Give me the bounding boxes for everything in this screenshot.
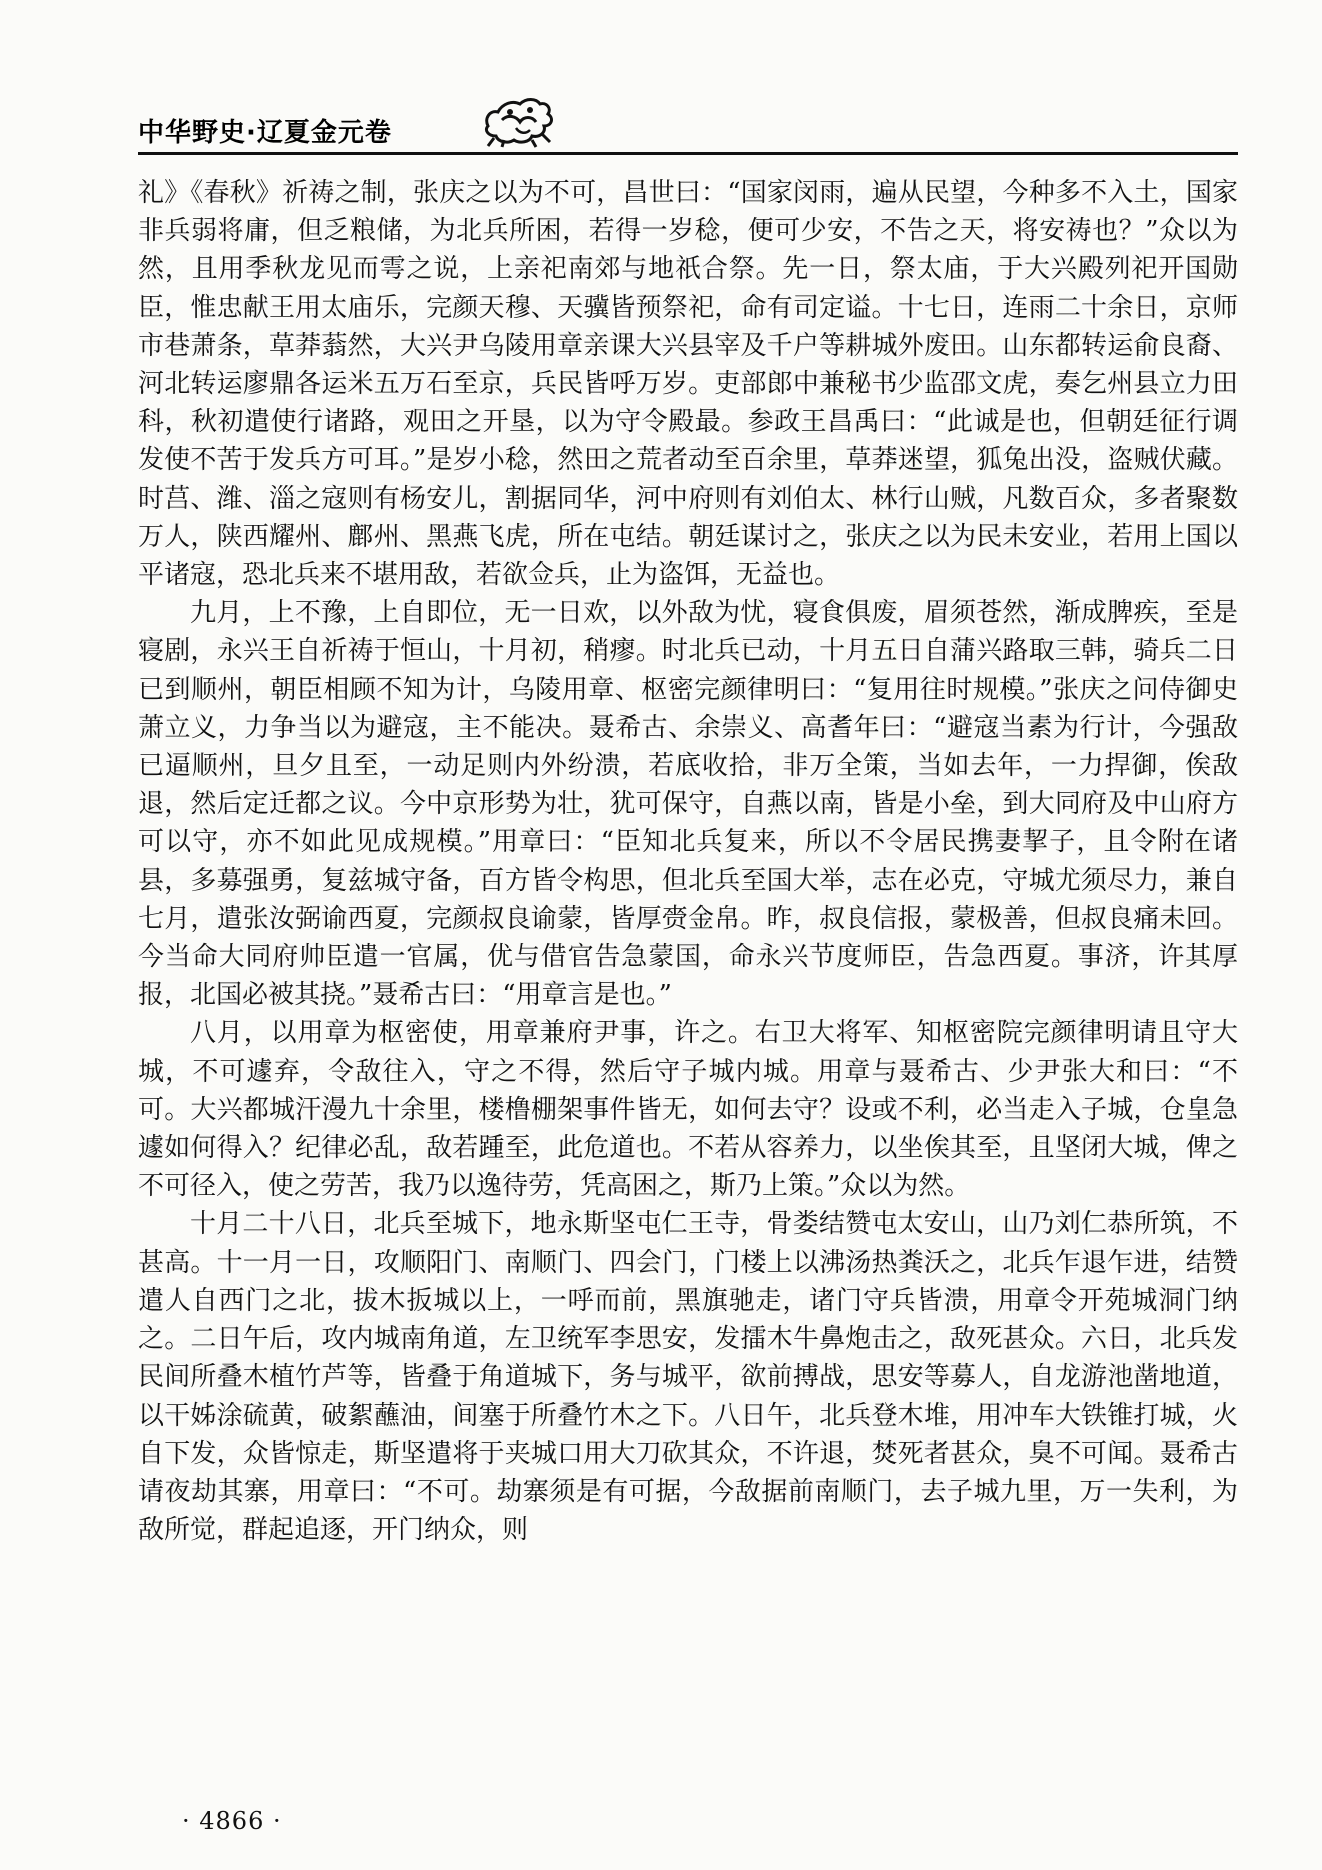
header-divider: [138, 152, 1238, 155]
page-header: [138, 90, 1238, 150]
dragon-emblem-icon: [480, 90, 556, 148]
book-title: 中华野史·辽夏金元卷: [138, 118, 392, 148]
paragraph-4: 十月二十八日，北兵至城下，地永斯坚屯仁王寺，骨娄结赞屯太安山，山乃刘仁恭所筑，不甚高。十一月一日，攻顺阳门、南顺门、四会门，门楼上以沸汤热粪沃之，北兵乍退乍进，结赞遣人自西门之北，拔木扳城以上，一呼而前，黑旗驰走，诸门守兵皆溃，用章令开苑城洞门纳之。二日午后，攻内城南角道，左卫统军李思安，发擂木牛鼻炮击之，敌死甚众。六日，北兵发民间所叠木植竹芦等，皆叠于角道城下，务与城平，欲前搏战，思安等募人，自龙游池凿地道，以干姊涂硫黄，破絮蘸油，间塞于所叠竹木之下。八日午，北兵登木堆，用冲车大铁锥打城，火自下发，众皆惊走，斯坚遣将于夹城口用大刀砍其众，不许退，焚死者甚众，臭不可闻。聂希古请夜劫其寨，用章曰：“不可。劫寨须是有可据，今敌据前南顺门，去子城九里，万一失利，为敌所觉，群起追逐，开门纳众，则: [138, 1209, 1238, 1546]
paragraph-2: 九月，上不豫，上自即位，无一日欢，以外敌为忧，寝食俱废，眉须苍然，渐成脾疾，至是寝剧，永兴王自祈祷于恒山，十月初，稍瘳。时北兵已动，十月五日自蒲兴路取三韩，骑兵二日已到顺州，朝臣相顾不知为计，乌陵用章、枢密完颜律明曰：“复用往时规模。”张庆之问侍御史萧立义，力争当以为避寇，主不能决。聂希古、余崇义、高耆年曰：“避寇当素为行计，今强敌已逼顺州，旦夕且至，一动足则内外纷溃，若底收拾，非万全策，当如去年，一力捍御，俟敌退，然后定迁都之议。今中京形势为壮，犹可保守，自燕以南，皆是小垒，到大同府及中山府方可以守，亦不如此见成规模。”用章曰：“臣知北兵复来，所以不令居民携妻挈子，且令附在诸县，多募强勇，复兹城守备，百方皆令构思，但北兵至国大举，志在必克，守城尤须尽力，兼自七月，遣张汝弼谕西夏，完颜叔良谕蒙，皆厚赍金帛。昨，叔良信报，蒙极善，但叔良痛未回。今当命大同府帅臣遣一官属，优与借官告急蒙国，命永兴节度师臣，告急西夏。事济，许其厚报，北国必被其挠。”聂希古曰：“用章言是也。”: [138, 598, 1238, 1011]
paragraph-3: 八月，以用章为枢密使，用章兼府尹事，许之。右卫大将军、知枢密院完颜律明请且守大城，不可遽弃，令敌往入，守之不得，然后守子城内城。用章与聂希古、少尹张大和曰：“不可。大兴都城汗漫九十余里，楼橹棚架事件皆无，如何去守？设或不利，必当走入子城，仓皇急遽如何得入？纪律必乱，敌若踵至，此危道也。不若从容养力，以坐俟其至，且坚闭大城，俾之不可径入，使之劳苦，我乃以逸待劳，凭高困之，斯乃上策。”众以为然。: [138, 1018, 1238, 1202]
page-number: · 4866 ·: [182, 1807, 282, 1835]
paragraph-1: 礼》《春秋》祈祷之制，张庆之以为不可，昌世曰：“国家闵雨，遍从民望，今种多不入土，国家非兵弱将庸，但乏粮储，为北兵所困，若得一岁稔，便可少安，不告之天，将安祷也？”众以为然，且用季秋龙见而雩之说，上亲祀南郊与地祇合祭。先一日，祭太庙，于大兴殿列祀开国勋臣，惟忠献王用太庙乐，完颜天穆、天骥皆预祭祀，命有司定谥。十七日，连雨二十余日，京师市巷萧条，草莽蓊然，大兴尹乌陵用章亲课大兴县宰及千户等耕城外废田。山东都转运俞良裔、河北转运廖鼎各运米五万石至京，兵民皆呼万岁。吏部郎中兼秘书少监邵文虎，奏乞州县立力田科，秋初遣使行诸路，观田之开垦，以为守令殿最。参政王昌禹曰：“此诚是也，但朝廷征行调发使不苦于发兵方可耳。”是岁小稔，然田之荒者动至百余里，草莽迷望，狐兔出没，盗贼伏藏。时莒、潍、淄之寇则有杨安儿，割据同华，河中府则有刘伯太、林行山贼，凡数百众，多者聚数万人，陕西耀州、鄜州、黑燕飞虎，所在屯结。朝廷谋讨之，张庆之以为民未安业，若用上国以平诸寇，恐北兵来不堪用敌，若欲佥兵，止为盗饵，无益也。: [138, 178, 1238, 591]
main-text: [138, 174, 1238, 1549]
